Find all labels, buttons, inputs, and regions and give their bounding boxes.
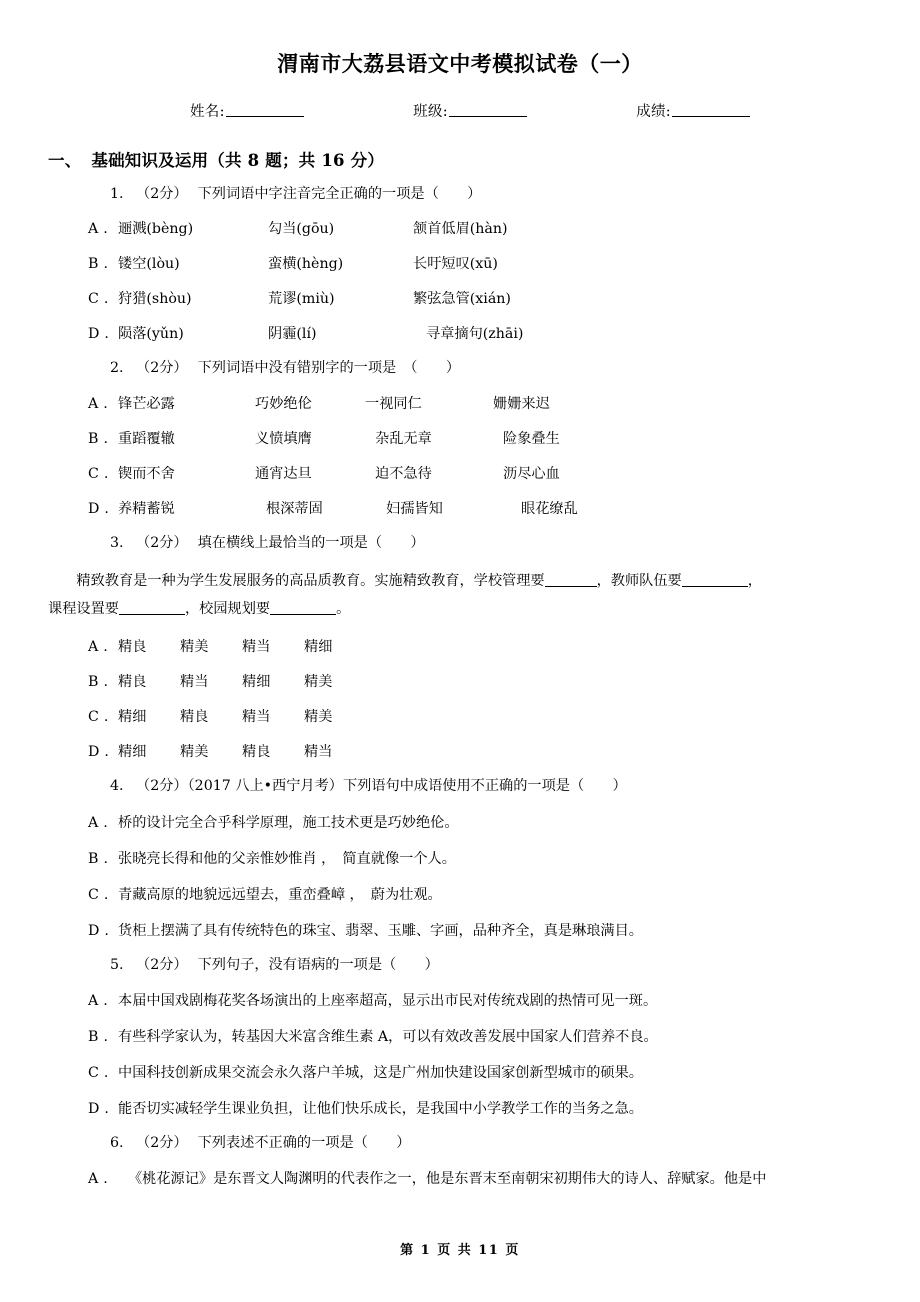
option-text: 桥的设计完全合乎科学原理，施工技术更是巧妙绝伦。 xyxy=(118,814,459,831)
option-col: 狩猎(shòu) xyxy=(118,291,192,308)
class-label: 班级: xyxy=(413,104,448,120)
passage-blank[interactable] xyxy=(545,574,597,587)
option-col: 精美 xyxy=(304,709,333,726)
question-text: 下列语句中成语使用不正确的一项是（ ） xyxy=(342,778,627,795)
question-stem xyxy=(0,184,920,205)
option-col: 险象叠生 xyxy=(503,430,560,447)
question-number: 4. xyxy=(110,778,124,795)
option-letter: C . xyxy=(88,465,109,482)
option-col: 繁弦急管(xián) xyxy=(413,291,511,308)
question-source: （2017 八上•西宁月考） xyxy=(187,778,343,795)
question-text: 下列句子，没有语病的一项是（ ） xyxy=(197,956,439,973)
option-col: 精良 xyxy=(118,639,147,656)
name-blank[interactable] xyxy=(226,103,304,117)
question-3 xyxy=(0,533,920,764)
option-col: 沥尽心血 xyxy=(503,465,560,482)
question-stem xyxy=(0,776,920,797)
option-letter: A . xyxy=(88,221,108,238)
option-col: 巧妙绝伦 xyxy=(255,395,312,412)
class-field xyxy=(413,100,527,121)
option-col: 长吁短叹(xū) xyxy=(413,256,498,273)
option-letter: D . xyxy=(88,326,109,343)
section-heading xyxy=(0,147,920,171)
option-row[interactable] xyxy=(0,1098,920,1120)
option-col: 荒谬(miù) xyxy=(268,291,335,308)
option-row[interactable] xyxy=(0,393,920,415)
option-col: 一视同仁 xyxy=(365,395,422,412)
option-letter: C . xyxy=(88,886,109,903)
section-title: 基础知识及运用（共 8 题；共 16 分） xyxy=(91,151,385,170)
option-col: 义愤填膺 xyxy=(255,430,312,447)
name-field xyxy=(190,100,304,121)
option-letter: D . xyxy=(88,1100,109,1117)
question-number: 3. xyxy=(110,534,124,551)
option-col: 精细 xyxy=(118,709,147,726)
option-text: 本届中国戏剧梅花奖各场演出的上座率超高，显示出市民对传统戏剧的热情可见一斑。 xyxy=(118,992,658,1009)
score-field xyxy=(636,100,750,121)
passage-blank[interactable] xyxy=(119,602,185,615)
option-row[interactable] xyxy=(0,920,920,942)
score-label: 成绩: xyxy=(636,104,671,120)
option-row[interactable] xyxy=(0,463,920,485)
score-blank[interactable] xyxy=(672,103,750,117)
question-text: 下列词语中没有错别字的一项是 （ ） xyxy=(197,360,461,377)
option-letter: A . xyxy=(88,639,108,656)
section-number: 一、 xyxy=(48,151,82,170)
option-row[interactable] xyxy=(0,218,920,240)
question-4 xyxy=(0,776,920,941)
passage-part: ，教师队伍要 xyxy=(596,572,682,589)
question-score: （2分） xyxy=(136,360,188,377)
page-title: 渭南市大荔县语文中考模拟试卷（一） xyxy=(277,51,643,76)
option-col: 精美 xyxy=(304,674,333,691)
option-col: 精当 xyxy=(242,709,271,726)
passage-part: ，校园规划要 xyxy=(184,600,271,617)
option-row[interactable] xyxy=(0,848,920,870)
question-text: 填在横线上最恰当的一项是（ ） xyxy=(197,534,425,551)
option-text: 青藏高原的地貌远远望去，重峦叠嶂 ， 蔚为壮观。 xyxy=(118,886,442,903)
question-stem xyxy=(0,1133,920,1154)
option-letter: B . xyxy=(88,256,108,273)
page-footer: 第 1 页 共 11 页 xyxy=(400,1243,520,1258)
option-letter: B . xyxy=(88,674,108,691)
question-stem xyxy=(0,533,920,554)
question-score: （2分） xyxy=(136,534,188,551)
option-letter: D . xyxy=(88,922,109,939)
option-letter: B . xyxy=(88,850,108,867)
option-col: 迫不急待 xyxy=(375,465,432,482)
option-letter: A . xyxy=(88,814,108,831)
option-row[interactable] xyxy=(0,706,920,728)
option-text: 有些科学家认为，转基因大米富含维生素 A，可以有效改善发展中国家人们营养不良。 xyxy=(118,1028,658,1045)
option-col: 颔首低眉(hàn) xyxy=(413,221,508,238)
question-passage xyxy=(0,568,920,623)
option-letter: C . xyxy=(88,709,109,726)
option-col: 精美 xyxy=(180,744,209,761)
option-col: 姗姗来迟 xyxy=(493,395,550,412)
option-row[interactable] xyxy=(0,990,920,1012)
option-row[interactable] xyxy=(0,323,920,345)
identity-row xyxy=(0,100,920,121)
option-col: 重蹈覆辙 xyxy=(118,430,175,447)
question-stem xyxy=(0,955,920,976)
option-letter: B . xyxy=(88,1028,108,1045)
option-col: 精细 xyxy=(242,674,271,691)
question-stem xyxy=(0,358,920,379)
option-col: 蛮横(hèng) xyxy=(268,256,344,273)
question-5 xyxy=(0,955,920,1120)
option-row[interactable] xyxy=(0,741,920,763)
option-row[interactable] xyxy=(0,253,920,275)
option-row[interactable] xyxy=(0,671,920,693)
option-col: 根深蒂固 xyxy=(266,500,323,517)
question-score: （2分） xyxy=(136,778,188,795)
option-letter: A . xyxy=(88,395,108,412)
question-number: 2. xyxy=(110,360,124,377)
option-letter: C . xyxy=(88,1064,109,1081)
option-col: 精细 xyxy=(118,744,147,761)
option-letter: B . xyxy=(88,430,108,447)
option-row[interactable] xyxy=(0,812,920,834)
passage-part: 精致教育是一种为学生发展服务的高品质教育。实施精致教育，学校管理要 xyxy=(76,572,545,589)
question-1 xyxy=(0,184,920,345)
option-col: 镂空(lòu) xyxy=(118,256,180,273)
option-letter: A . xyxy=(88,1171,108,1188)
option-text: 能否切实减轻学生课业负担，让他们快乐成长，是我国中小学教学工作的当务之急。 xyxy=(118,1100,643,1117)
option-row[interactable] xyxy=(0,428,920,450)
option-col: 阴霾(lí) xyxy=(268,326,317,343)
option-col: 锋芒必露 xyxy=(118,395,175,412)
option-col: 杂乱无章 xyxy=(375,430,432,447)
question-6 xyxy=(0,1133,920,1190)
option-row[interactable] xyxy=(0,498,920,520)
option-text: 货柜上摆满了具有传统特色的珠宝、翡翠、玉雕、字画，品种齐全，真是琳琅满目。 xyxy=(118,922,643,939)
option-col: 陨落(yǔn) xyxy=(118,326,184,343)
option-col: 精当 xyxy=(304,744,333,761)
option-row[interactable] xyxy=(0,636,920,658)
option-row[interactable] xyxy=(0,884,920,906)
option-letter: A . xyxy=(88,992,108,1009)
passage-blank[interactable] xyxy=(270,602,336,615)
option-text: 《桃花源记》是东晋文人陶渊明的代表作之一，他是东晋末至南朝宋初期伟大的诗人、辞赋家。他是中 xyxy=(127,1171,767,1188)
option-col: 精当 xyxy=(242,639,271,656)
question-score: （2分） xyxy=(136,1134,188,1151)
question-score: （2分） xyxy=(136,956,188,973)
question-2 xyxy=(0,358,920,519)
question-number: 1. xyxy=(110,186,124,202)
option-row[interactable] xyxy=(0,1168,920,1190)
question-text: 下列表述不正确的一项是（ ） xyxy=(197,1134,411,1151)
option-col: 精美 xyxy=(180,639,209,656)
option-letter: C . xyxy=(88,291,109,308)
passage-part: ， xyxy=(747,572,762,589)
question-number: 6. xyxy=(110,1134,124,1151)
option-col: 勾当(gōu) xyxy=(268,221,335,238)
option-col: 寻章摘句(zhāi) xyxy=(426,326,524,343)
passage-blank[interactable] xyxy=(682,574,748,587)
passage-part: 。 xyxy=(336,600,351,617)
option-col: 精良 xyxy=(118,674,147,691)
question-number: 5. xyxy=(110,956,124,973)
option-col: 眼花缭乱 xyxy=(521,500,578,517)
option-col: 精细 xyxy=(304,639,333,656)
option-row[interactable] xyxy=(0,1062,920,1084)
option-col: 妇孺皆知 xyxy=(386,500,443,517)
option-text: 张晓亮长得和他的父亲惟妙惟肖 ， 简直就像一个人。 xyxy=(118,850,456,867)
name-label: 姓名: xyxy=(190,104,225,120)
option-col: 精当 xyxy=(180,674,209,691)
option-col: 精良 xyxy=(242,744,271,761)
option-letter: D . xyxy=(88,500,109,517)
option-col: 养精蓄锐 xyxy=(118,500,175,517)
option-col: 锲而不舍 xyxy=(118,465,175,482)
question-text: 下列词语中字注音完全正确的一项是（ ） xyxy=(197,186,482,202)
option-row[interactable] xyxy=(0,1026,920,1048)
question-score: （2分） xyxy=(136,186,188,202)
passage-part: 课程设置要 xyxy=(48,600,119,617)
class-blank[interactable] xyxy=(449,103,527,117)
option-row[interactable] xyxy=(0,288,920,310)
option-col: 逦溅(bèng) xyxy=(118,221,194,238)
option-col: 通宵达旦 xyxy=(255,465,312,482)
option-text: 中国科技创新成果交流会永久落户羊城，这是广州加快建设国家创新型城市的硕果。 xyxy=(118,1064,643,1081)
option-col: 精良 xyxy=(180,709,209,726)
option-letter: D . xyxy=(88,744,109,761)
